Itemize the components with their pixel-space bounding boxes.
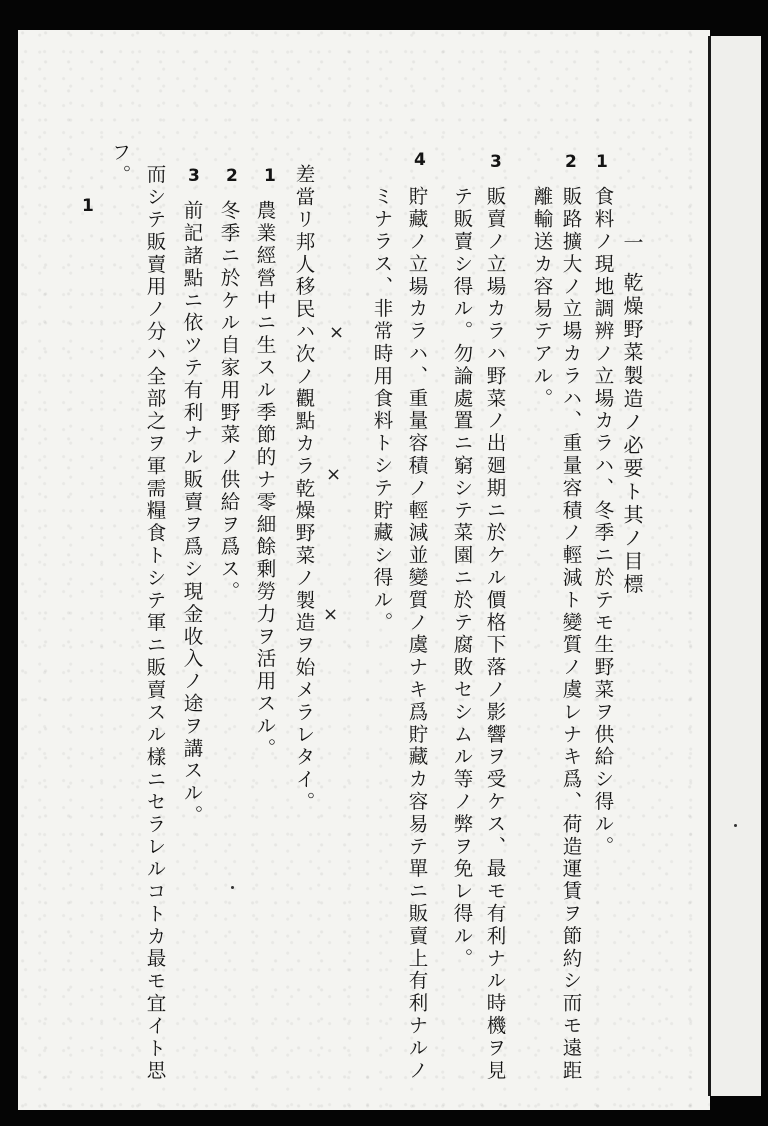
point-tail: フ。 [108,142,132,187]
separator-mark: × [326,464,342,485]
item-number: 1 [596,152,608,172]
item-text: 貯藏ノ立場カラハ、重量容積ノ輕減並變質ノ虞ナキ爲貯藏カ容易テ單ニ販賣上有利ナルノ [405,186,429,1082]
point-number: 1 [264,166,276,186]
stray-mark [231,886,234,889]
point-number: 2 [226,166,238,186]
item-number: 2 [565,152,577,172]
next-page-edge [708,36,761,1096]
item-text: 販路擴大ノ立場カラハ、重量容積ノ輕減ト變質ノ虞レナキ爲、荷造運賃ヲ節約シ而モ遠距 [559,186,583,1082]
item-number: 4 [414,150,426,170]
item-text: 食料ノ現地調辨ノ立場カラハ、冬季ニ於テモ生野菜ヲ供給シ得ル。 [591,186,615,858]
point-text: 前記諸點ニ依ツテ有利ナル販賣ヲ爲シ現金收入ノ途ヲ講スル。 [180,200,204,828]
page-number: 1 [82,196,94,216]
item-text: 販賣ノ立場カラハ野菜ノ出廻期ニ於ケル價格下落ノ影響ヲ受ケス、最モ有利ナル時機ヲ見 [483,186,507,1082]
section-mark: 一 [620,232,644,256]
item-continuation: 離輸送カ容易テアル。 [530,186,554,410]
item-number: 3 [490,152,502,172]
section-title: 乾燥野菜製造ノ必要ト其ノ目標 [620,272,644,597]
stray-mark [734,824,737,827]
point-text: 冬季ニ於ケル自家用野菜ノ供給ヲ爲ス。 [217,200,241,604]
item-continuation: ミナラス、非常時用食料トシテ貯藏シ得ル。 [370,186,394,634]
separator-mark: × [323,604,339,625]
item-continuation: テ販賣シ得ル。勿論處置ニ窮シテ菜園ニ於テ腐敗セシムル等ノ弊ヲ免レ得ル。 [450,186,474,970]
intro-text: 差當リ邦人移民ハ次ノ觀點カラ乾燥野菜ノ製造ヲ始メラレタイ。 [292,164,316,814]
point-continuation: 而シテ販賣用ノ分ハ全部之ヲ軍需糧食トシテ軍ニ販賣スル樣ニセラレルコトカ最モ宜イト思 [143,164,167,1083]
point-text: 農業經營中ニ生スル季節的ナ零細餘剰勞力ヲ活用スル。 [253,200,277,760]
point-number: 3 [188,166,200,186]
separator-mark: × [329,322,345,343]
